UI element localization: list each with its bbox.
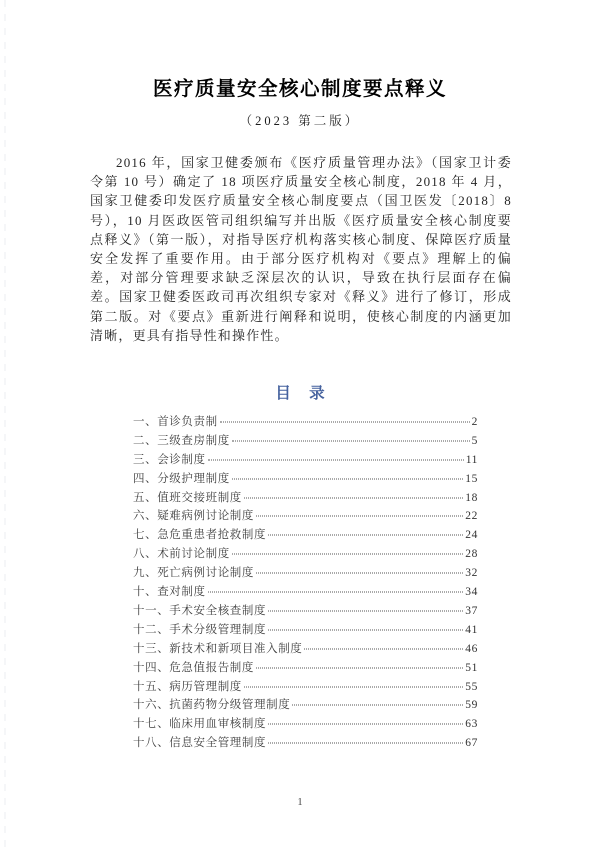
toc-entry-label: 十、查对制度 — [133, 586, 206, 599]
toc-entry-label: 三、会诊制度 — [133, 453, 206, 466]
toc-entry-label: 二、三级查房制度 — [133, 434, 230, 447]
toc-leader-dots — [268, 743, 463, 744]
toc-entry-page: 32 — [465, 567, 478, 580]
toc-list — [133, 413, 478, 753]
toc-entry-label: 五、值班交接班制度 — [133, 491, 242, 504]
toc-entry-page: 18 — [465, 491, 478, 504]
toc-leader-dots — [220, 422, 470, 423]
toc-leader-dots — [232, 478, 463, 479]
toc-entry-label: 十五、病历管理制度 — [133, 680, 242, 693]
toc-entry-18[interactable] — [133, 734, 478, 753]
toc-entry-label: 八、术前讨论制度 — [133, 548, 230, 561]
page-number: 1 — [297, 797, 303, 808]
toc-entry-page: 24 — [465, 529, 478, 542]
toc-entry-page: 22 — [465, 510, 478, 523]
toc-leader-dots — [244, 497, 463, 498]
toc-entry-14[interactable] — [133, 659, 478, 678]
toc-entry-12[interactable] — [133, 621, 478, 640]
toc-entry-label: 四、分级护理制度 — [133, 472, 230, 485]
toc-entry-5[interactable] — [133, 489, 478, 508]
toc-entry-6[interactable] — [133, 507, 478, 526]
toc-entry-3[interactable] — [133, 451, 478, 470]
toc-entry-page: 55 — [465, 680, 478, 693]
toc-leader-dots — [268, 610, 463, 611]
toc-entry-9[interactable] — [133, 564, 478, 583]
toc-entry-label: 十六、抗菌药物分级管理制度 — [133, 699, 291, 712]
toc-leader-dots — [232, 554, 463, 555]
toc-leader-dots — [256, 573, 463, 574]
toc-leader-dots — [208, 592, 464, 593]
toc-entry-label: 十二、手术分级管理制度 — [133, 623, 267, 636]
toc-entry-10[interactable] — [133, 583, 478, 602]
toc-entry-page: 2 — [471, 416, 478, 429]
toc-entry-page: 46 — [465, 642, 478, 655]
toc-entry-1[interactable] — [133, 413, 478, 432]
toc-leader-dots — [244, 686, 463, 687]
toc-leader-dots — [268, 535, 463, 536]
toc-entry-8[interactable] — [133, 545, 478, 564]
toc-entry-17[interactable] — [133, 715, 478, 734]
intro-paragraph: 2016 年，国家卫健委颁布《医疗质量管理办法》（国家卫计委令第 10 号）确定了 18 项医疗质量安全核心制度，2018 年 4 月，国家卫健委印发医疗质量安全核心制度要点（国卫医发〔2018〕8 号），10 月医政医管司组织编写并出版《医疗质量安全核心制度要点释义》（第一版），对指导医疗机构落实核心制度、保障医疗质量安全发挥了重要作用。由于部分医疗机构对《要点》理解上的偏差，对部分管理要求缺乏深层次的认识，导致在执行层面存在偏差。国家卫健委医政司再次组织专家对《释义》进行了修订，形成第二版。对《要点》重新进行阐释和说明，使核心制度的内涵更加清晰，更具有指导性和操作性。 — [90, 155, 512, 343]
toc-entry-15[interactable] — [133, 678, 478, 697]
toc-leader-dots — [292, 705, 463, 706]
toc-entry-label: 十一、手术安全核查制度 — [133, 604, 267, 617]
toc-heading: 目 录 — [275, 385, 332, 403]
toc-entry-page: 41 — [465, 623, 478, 636]
toc-entry-label: 十七、临床用血审核制度 — [133, 718, 267, 731]
toc-entry-page: 59 — [465, 699, 478, 712]
toc-entry-label: 十八、信息安全管理制度 — [133, 737, 267, 750]
toc-entry-page: 11 — [465, 453, 478, 466]
toc-entry-label: 七、急危重患者抢救制度 — [133, 529, 267, 542]
toc-entry-page: 63 — [465, 718, 478, 731]
toc-entry-page: 37 — [465, 604, 478, 617]
toc-entry-page: 67 — [465, 737, 478, 750]
toc-entry-4[interactable] — [133, 470, 478, 489]
toc-entry-label: 十四、危急值报告制度 — [133, 661, 254, 674]
toc-leader-dots — [208, 459, 464, 460]
toc-entry-page: 15 — [465, 472, 478, 485]
toc-entry-page: 28 — [465, 548, 478, 561]
toc-entry-2[interactable] — [133, 432, 478, 451]
toc-entry-page: 34 — [465, 586, 478, 599]
document-subtitle: （2023 第二版） — [239, 114, 361, 128]
toc-entry-label: 六、疑难病例讨论制度 — [133, 510, 254, 523]
toc-leader-dots — [256, 516, 463, 517]
toc-leader-dots — [256, 667, 463, 668]
toc-leader-dots — [268, 724, 463, 725]
toc-entry-11[interactable] — [133, 602, 478, 621]
document-title: 医疗质量安全核心制度要点释义 — [152, 78, 447, 100]
toc-entry-label: 九、死亡病例讨论制度 — [133, 567, 254, 580]
toc-entry-label: 十三、新技术和新项目准入制度 — [133, 642, 303, 655]
toc-leader-dots — [304, 648, 463, 649]
toc-leader-dots — [232, 440, 470, 441]
toc-entry-13[interactable] — [133, 640, 478, 659]
toc-entry-page: 51 — [465, 661, 478, 674]
toc-entry-16[interactable] — [133, 696, 478, 715]
toc-entry-page: 5 — [471, 434, 478, 447]
toc-entry-7[interactable] — [133, 526, 478, 545]
toc-leader-dots — [268, 629, 463, 630]
toc-entry-label: 一、首诊负责制 — [133, 416, 218, 429]
